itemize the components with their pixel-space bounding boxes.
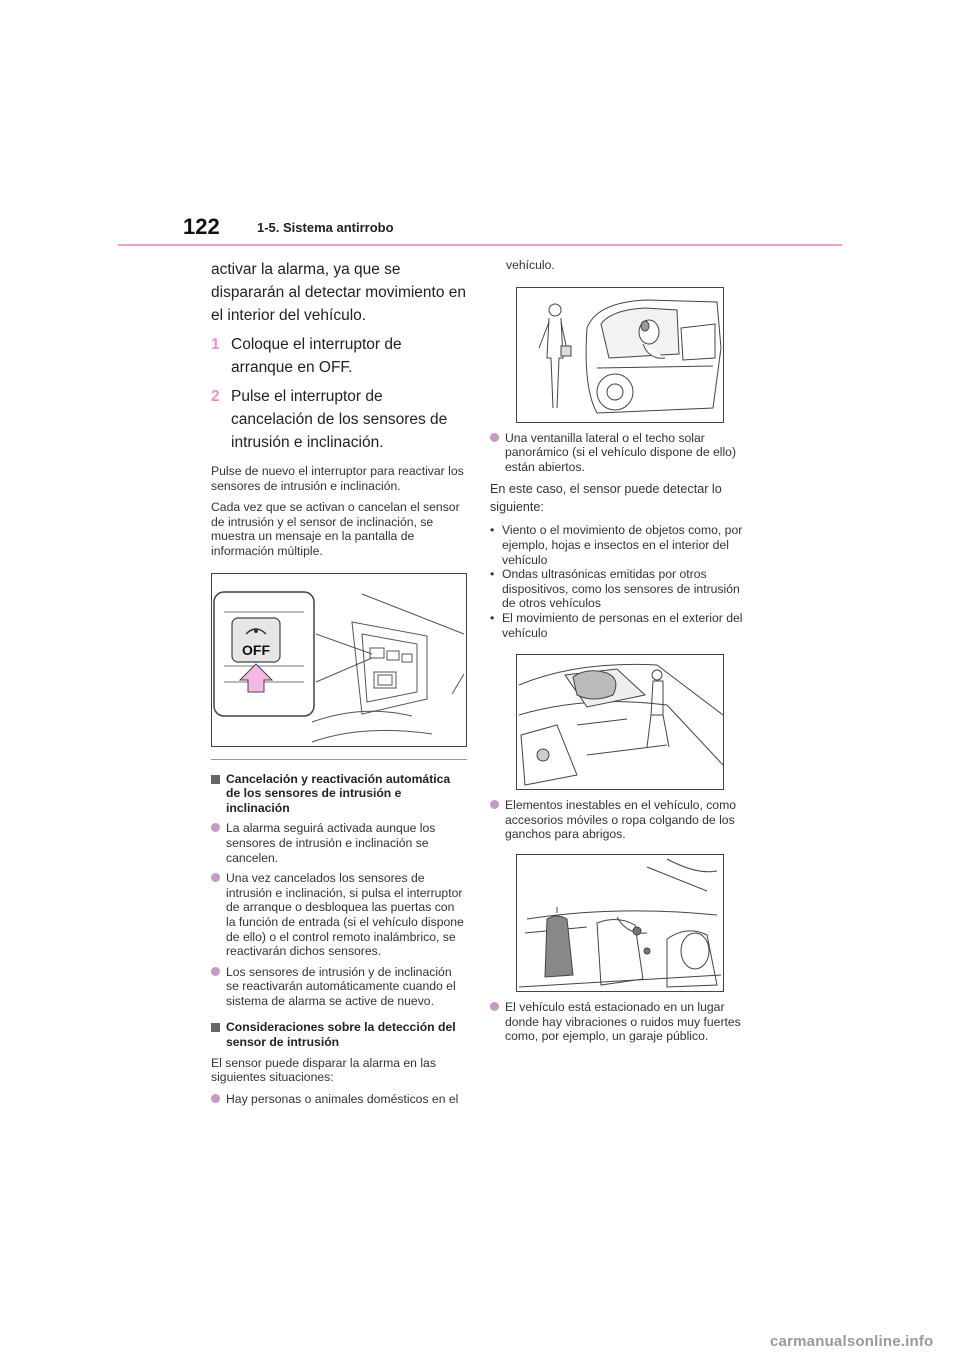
step-number: 2 <box>211 388 220 405</box>
dash-text: Viento o el movimiento de objetos como, por ejemplo, hojas e insectos en el interior del vehículo <box>502 523 743 567</box>
dash-item <box>490 567 750 611</box>
bullet-item <box>490 431 750 475</box>
step-text: Coloque el interruptor de arranque en OFF. <box>231 336 402 376</box>
figure-divider <box>211 759 467 760</box>
paragraph-detect: En este caso, el sensor puede detectar lo siguiente: <box>490 482 722 515</box>
bullet-text: El vehículo está estacionado en un lugar donde hay vibraciones o ruidos muy fuertes como, por ejemplo, un garaje público. <box>505 999 741 1044</box>
dash-text: Ondas ultrasónicas emitidas por otros dispositivos, como los sensores de intrusión de otros vehículos <box>502 567 740 611</box>
page-number: 122 <box>183 214 220 239</box>
step-number: 1 <box>211 336 220 353</box>
dash-item <box>490 523 750 567</box>
square-bullet-icon <box>211 775 220 784</box>
figure-hanging-clothes <box>516 854 724 992</box>
round-bullet-icon <box>490 433 499 442</box>
figure-pet-in-car <box>516 287 724 423</box>
round-bullet-icon <box>490 800 499 809</box>
bullet-text: Una ventanilla lateral o el techo solar panorámico (si el vehículo dispone de ello) están abiertos. <box>505 430 737 474</box>
bullet-item <box>211 821 467 865</box>
bullet-text: La alarma seguirá activada aunque los sensores de intrusión e inclinación se cancelen. <box>226 821 436 865</box>
paragraph-situations: El sensor puede disparar la alarma en las siguientes situaciones: <box>211 1055 436 1085</box>
round-bullet-icon <box>490 1002 499 1011</box>
open-sunroof-illustration <box>517 655 723 789</box>
round-bullet-icon <box>211 823 220 832</box>
dash-marker: • <box>490 523 495 538</box>
step-1 <box>211 333 467 379</box>
round-bullet-icon <box>211 967 220 976</box>
round-bullet-icon <box>211 873 220 882</box>
bullet-item <box>211 965 467 1009</box>
hanging-clothes-illustration <box>517 855 723 991</box>
dash-item <box>490 611 750 640</box>
watermark: carmanualsonline.info <box>770 1333 934 1350</box>
off-button-label: OFF <box>242 641 270 658</box>
square-bullet-icon <box>211 1023 220 1032</box>
bullet-item <box>211 871 467 959</box>
bullet-item <box>490 798 750 842</box>
overhead-console-illustration <box>212 574 466 746</box>
continued-text: vehículo. <box>506 258 555 272</box>
subhead-auto-reactivation <box>211 772 467 816</box>
paragraph-reactivate: Pulse de nuevo el interruptor para reactivar los sensores de intrusión e inclinación. <box>211 464 464 493</box>
left-column <box>211 258 467 1112</box>
bullet-item <box>490 1000 750 1044</box>
figure-open-sunroof <box>516 654 724 790</box>
dash-marker: • <box>490 610 495 625</box>
subhead-text: Cancelación y reactivación automática de los sensores de intrusión e inclinación <box>226 771 451 815</box>
lead-text: activar la alarma, ya que se dispararán al detectar movimiento en el interior del vehículo. <box>211 261 467 324</box>
section-title: 1-5. Sistema antirrobo <box>257 220 394 235</box>
figure-overhead-console <box>211 573 467 747</box>
right-column <box>490 258 750 1050</box>
bullet-item <box>211 1092 467 1107</box>
paragraph-message: Cada vez que se activan o cancelan el sensor de intrusión y el sensor de inclinación, se muestra un mensaje en la pantalla de información múltiple. <box>211 500 460 558</box>
header-divider <box>118 244 842 246</box>
subhead-text: Consideraciones sobre la detección del sensor de intrusión <box>226 1020 456 1050</box>
bullet-text: Hay personas o animales domésticos en el <box>226 1091 459 1106</box>
bullet-text: Elementos inestables en el vehículo, como accesorios móviles o ropa colgando de los ganchos para abrigos. <box>505 798 737 842</box>
dash-marker: • <box>490 567 495 582</box>
round-bullet-icon <box>211 1094 220 1103</box>
bullet-text: Los sensores de intrusión y de inclinación se reactivarán automáticamente cuando el sistema de alarma se active de nuevo. <box>226 964 456 1008</box>
bullet-text: Una vez cancelados los sensores de intrusión e inclinación, si pulsa el interruptor de arranque o desbloquea las puertas con la función de entrada (si el vehículo dispone de ello) o el control remoto inalámbrico, se reactivarán dichos sensores. <box>226 871 464 959</box>
subhead-intrusion-considerations <box>211 1020 467 1049</box>
pet-in-car-illustration <box>517 288 723 422</box>
dash-text: El movimiento de personas en el exterior del vehículo <box>502 610 743 640</box>
step-text: Pulse el interruptor de cancelación de los sensores de intrusión e inclinación. <box>231 388 448 451</box>
step-2 <box>211 385 467 454</box>
